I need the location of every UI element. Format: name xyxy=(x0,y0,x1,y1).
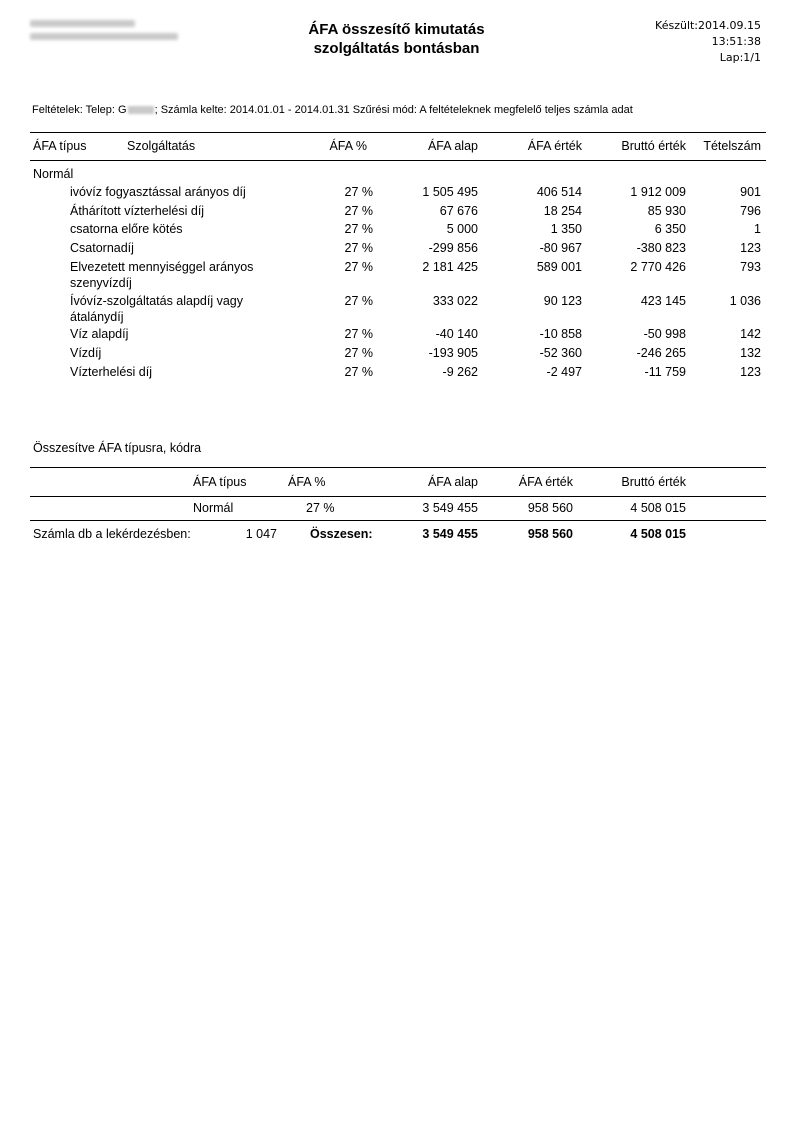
title-line-2: szolgáltatás bontásban xyxy=(313,40,480,57)
row-item-count: 123 xyxy=(740,241,761,255)
row-vat-base: 5 000 xyxy=(446,222,478,236)
table-header-rule xyxy=(30,160,766,161)
row-vat-pct: 27 % xyxy=(344,260,373,274)
row-vat-pct: 27 % xyxy=(344,294,373,308)
row-item-count: 1 036 xyxy=(729,294,761,308)
created-time: 13:51:38 xyxy=(711,35,761,48)
row-gross-value: -246 265 xyxy=(636,346,686,360)
group-label: Normál xyxy=(33,167,74,181)
summary-row-pct: 27 % xyxy=(306,501,335,515)
invoice-count-value: 1 047 xyxy=(245,527,277,541)
total-vat: 958 560 xyxy=(527,527,573,541)
col-header-vat-base: ÁFA alap xyxy=(427,139,478,153)
row-vat-base: -193 905 xyxy=(428,346,478,360)
table-top-rule xyxy=(30,132,766,133)
row-vat-pct: 27 % xyxy=(344,222,373,236)
total-gross: 4 508 015 xyxy=(630,527,686,541)
row-vat-value: 90 123 xyxy=(543,294,582,308)
row-service: ivóvíz fogyasztással arányos díj xyxy=(70,185,246,199)
summary-header-vat-base: ÁFA alap xyxy=(427,475,478,489)
row-vat-pct: 27 % xyxy=(344,241,373,255)
page-number: Lap:1/1 xyxy=(719,51,761,64)
col-header-item-count: Tételszám xyxy=(703,139,761,153)
summary-header-vat-pct: ÁFA % xyxy=(288,475,326,489)
summary-header-vat-type: ÁFA típus xyxy=(193,475,247,489)
col-header-gross-value: Bruttó érték xyxy=(621,139,686,153)
row-vat-value: 1 350 xyxy=(550,222,582,236)
row-vat-value: 406 514 xyxy=(536,185,582,199)
col-header-vat-value: ÁFA érték xyxy=(527,139,582,153)
row-vat-pct: 27 % xyxy=(344,185,373,199)
summary-row-vat: 958 560 xyxy=(527,501,573,515)
summary-title: Összesítve ÁFA típusra, kódra xyxy=(33,441,202,455)
redacted-site-name xyxy=(128,106,154,114)
conditions-suffix: ; Számla kelte: 2014.01.01 - 2014.01.31 Szűrési mód: A feltételeknek megfelelő teljes számla adat xyxy=(154,104,633,116)
row-service: Vízdíj xyxy=(70,346,102,360)
row-vat-value: 589 001 xyxy=(536,260,582,274)
row-vat-base: 2 181 425 xyxy=(422,260,478,274)
row-item-count: 142 xyxy=(740,327,761,341)
row-vat-base: 1 505 495 xyxy=(422,185,478,199)
row-gross-value: -380 823 xyxy=(636,241,686,255)
row-item-count: 901 xyxy=(740,185,761,199)
total-base: 3 549 455 xyxy=(422,527,478,541)
row-service: Csatornadíj xyxy=(70,241,134,255)
row-vat-pct: 27 % xyxy=(344,327,373,341)
row-gross-value: -11 759 xyxy=(644,365,686,379)
total-label: Összesen: xyxy=(310,527,373,541)
row-vat-base: 67 676 xyxy=(439,204,478,218)
summary-row-base: 3 549 455 xyxy=(422,501,478,515)
row-item-count: 132 xyxy=(740,346,761,360)
report-meta xyxy=(655,18,761,66)
row-gross-value: 85 930 xyxy=(647,204,686,218)
filter-conditions xyxy=(32,104,633,116)
row-item-count: 793 xyxy=(740,260,761,274)
created-date: Készült:2014.09.15 xyxy=(655,19,761,32)
summary-header-vat-value: ÁFA érték xyxy=(518,475,573,489)
row-vat-value: -80 967 xyxy=(539,241,582,255)
summary-top-rule xyxy=(30,467,766,468)
row-vat-base: -40 140 xyxy=(435,327,478,341)
row-service: Víz alapdíj xyxy=(70,327,129,341)
row-gross-value: 2 770 426 xyxy=(630,260,686,274)
row-gross-value: 423 145 xyxy=(640,294,686,308)
row-service: Vízterhelési díj xyxy=(70,365,152,379)
row-vat-pct: 27 % xyxy=(344,204,373,218)
row-vat-value: -10 858 xyxy=(539,327,582,341)
row-gross-value: -50 998 xyxy=(643,327,686,341)
summary-row-type: Normál xyxy=(193,501,234,515)
row-vat-pct: 27 % xyxy=(344,346,373,360)
row-service: Ívóvíz-szolgáltatás alapdíj vagy átalánydíj xyxy=(70,294,244,324)
col-header-vat-type: ÁFA típus xyxy=(33,139,87,153)
col-header-vat-pct: ÁFA % xyxy=(329,139,367,153)
row-item-count: 1 xyxy=(754,222,761,236)
col-header-service: Szolgáltatás xyxy=(127,139,196,153)
summary-header-gross-value: Bruttó érték xyxy=(621,475,686,489)
row-vat-base: -299 856 xyxy=(428,241,478,255)
conditions-prefix: Feltételek: Telep: G xyxy=(32,104,127,116)
row-gross-value: 6 350 xyxy=(654,222,686,236)
summary-bottom-rule xyxy=(30,520,766,521)
summary-header-rule xyxy=(30,496,766,497)
row-item-count: 123 xyxy=(740,365,761,379)
row-vat-value: -2 497 xyxy=(546,365,582,379)
invoice-count-label: Számla db a lekérdezésben: xyxy=(33,527,191,541)
row-vat-base: -9 262 xyxy=(442,365,478,379)
row-service: Elvezetett mennyiséggel arányos szenyvízdíj xyxy=(70,260,254,290)
row-item-count: 796 xyxy=(740,204,761,218)
title-line-1: ÁFA összesítő kimutatás xyxy=(308,21,485,38)
row-vat-value: 18 254 xyxy=(543,204,582,218)
row-service: csatorna előre kötés xyxy=(70,222,183,236)
row-service: Áthárított vízterhelési díj xyxy=(70,204,205,218)
row-vat-base: 333 022 xyxy=(432,294,478,308)
row-vat-value: -52 360 xyxy=(539,346,582,360)
row-vat-pct: 27 % xyxy=(344,365,373,379)
row-gross-value: 1 912 009 xyxy=(630,185,686,199)
summary-row-gross: 4 508 015 xyxy=(630,501,686,515)
